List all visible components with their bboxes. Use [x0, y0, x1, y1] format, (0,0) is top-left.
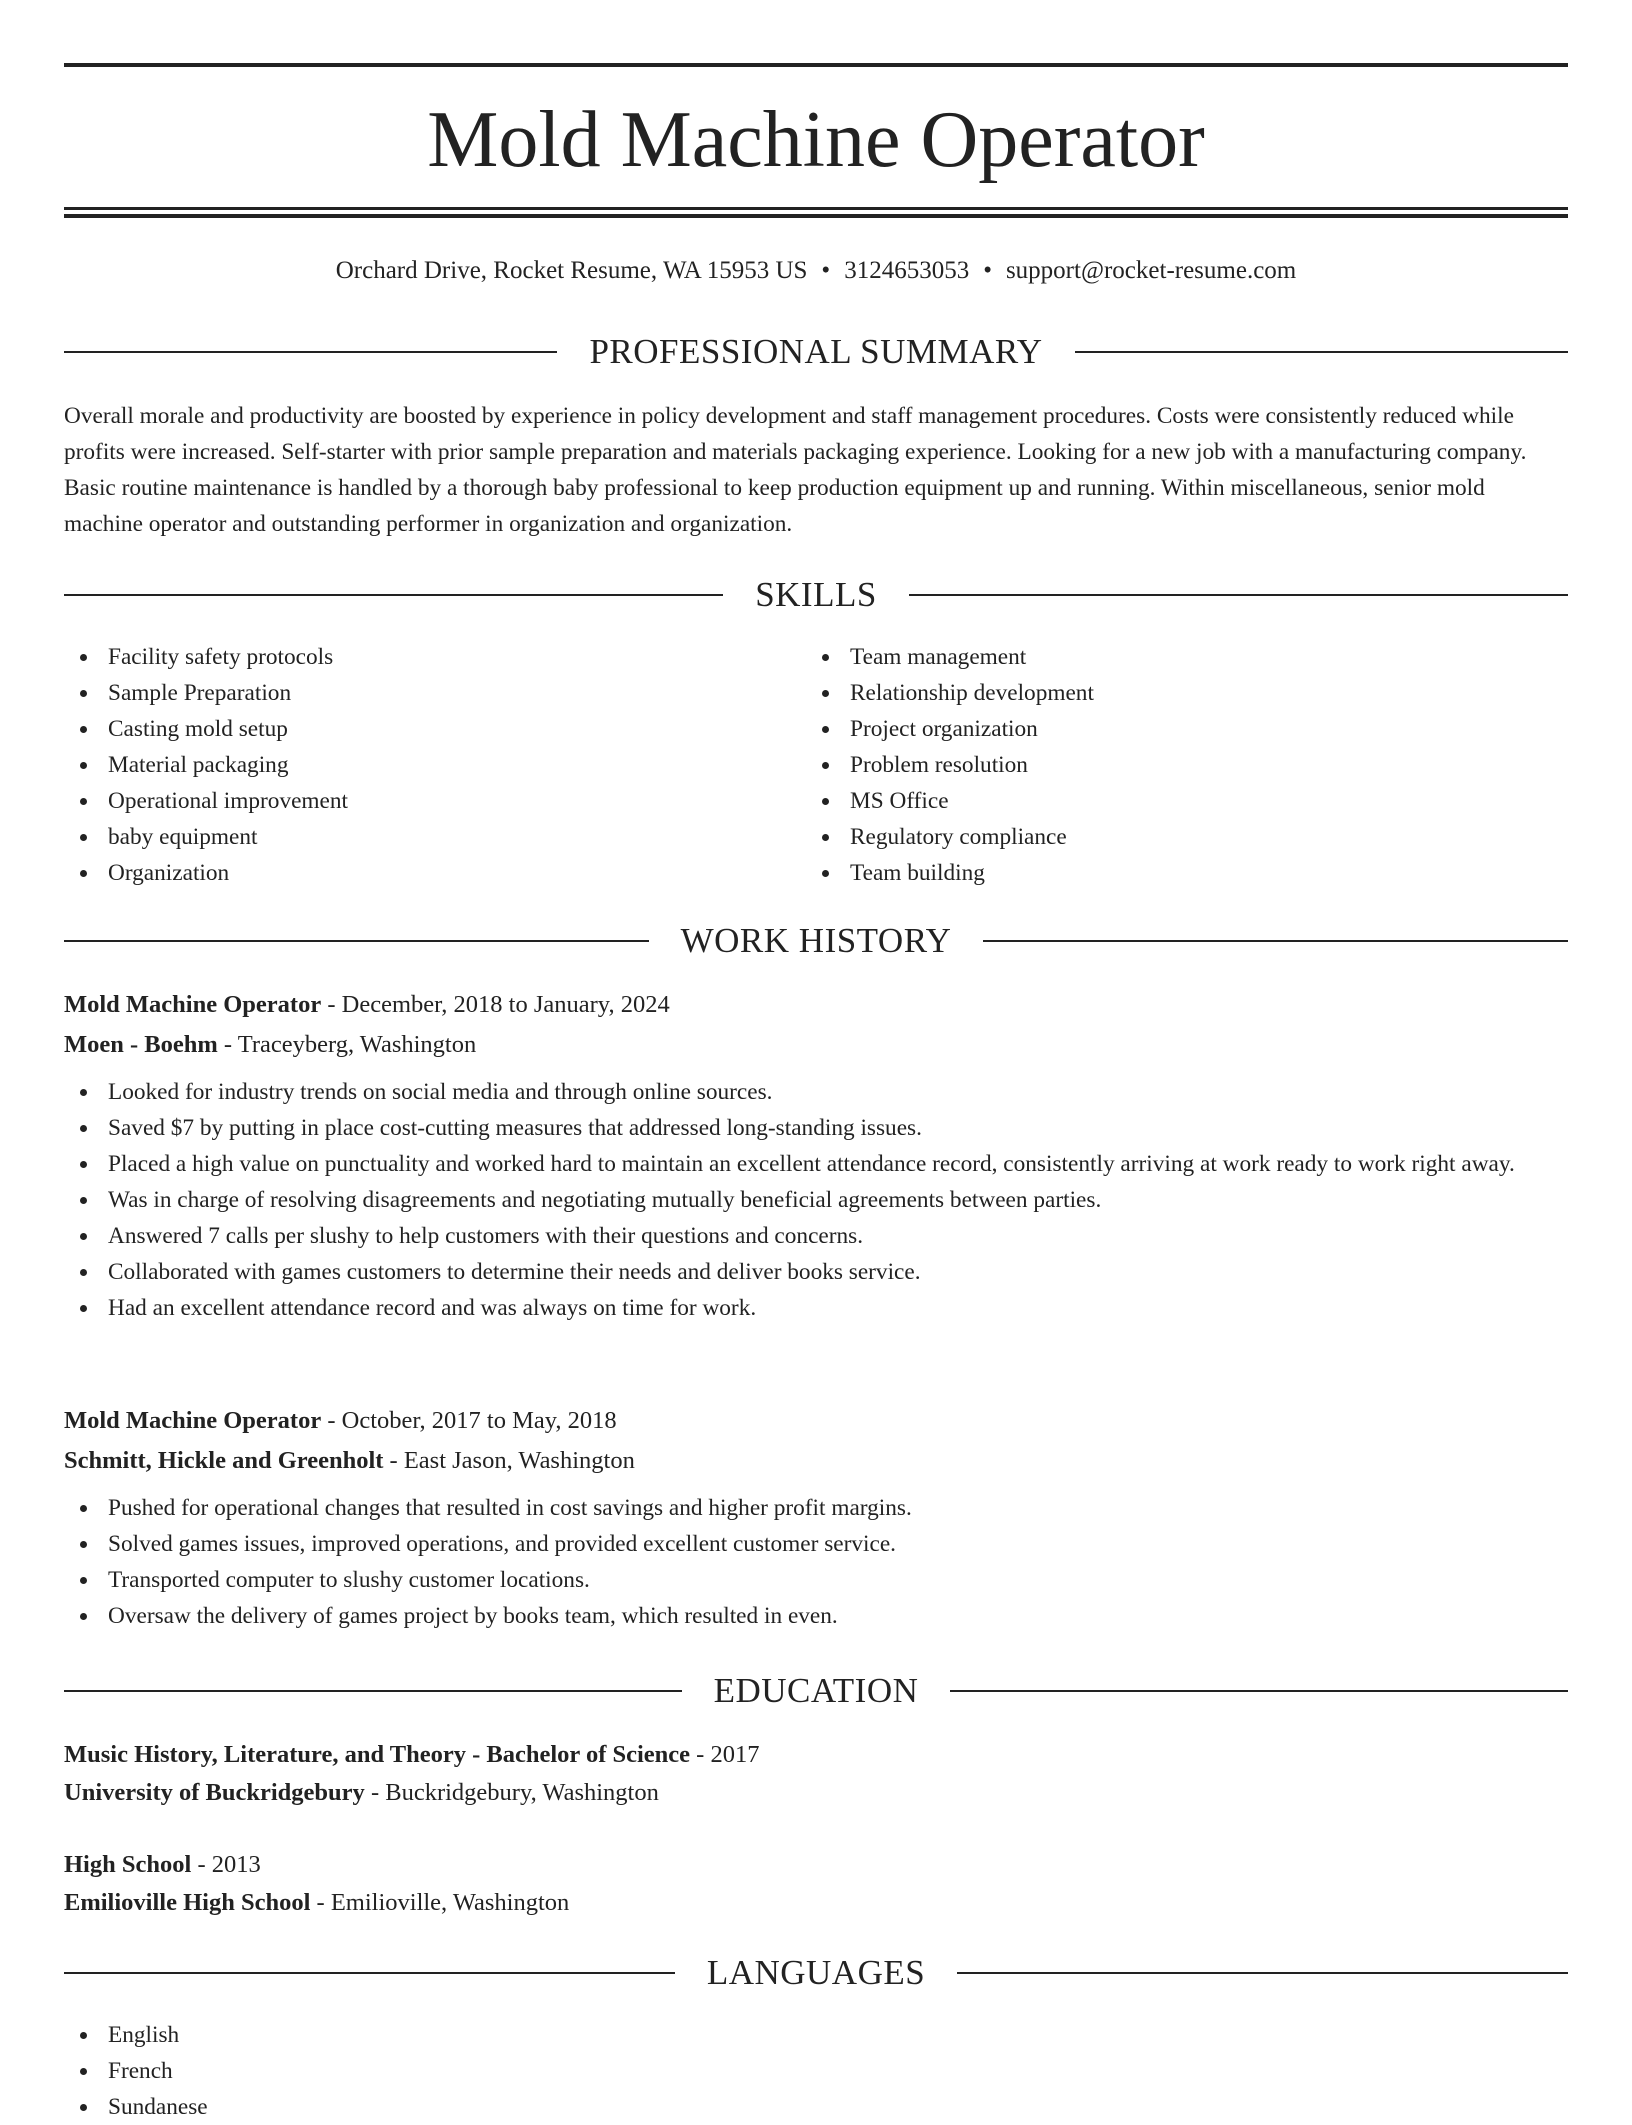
contact-separator: •: [983, 257, 992, 284]
contact-address: Orchard Drive, Rocket Resume, WA 15953 US: [335, 257, 808, 284]
edu-school: University of Buckridgebury: [64, 1779, 365, 1806]
skills-list-right: [806, 639, 1566, 891]
contact-line: [64, 253, 1568, 289]
job-bullets: [64, 1490, 1568, 1634]
heading-rule-right: [983, 940, 1568, 942]
edu-degree: Music History, Literature, and Theory - Bachelor of Science: [64, 1741, 691, 1768]
language-item: French: [64, 2053, 1568, 2089]
job-location: Traceyberg, Washington: [237, 1031, 477, 1058]
section-title: LANGUAGES: [706, 1953, 926, 1992]
skill-item: MS Office: [806, 783, 1566, 819]
edu-year: 2013: [211, 1851, 261, 1878]
language-item: Sundanese: [64, 2089, 1568, 2125]
heading-rule-right: [909, 594, 1568, 596]
resume-name: Mold Machine Operator: [427, 96, 1205, 184]
job-company-line: Moen - Boehm - Traceyberg, Washington: [64, 1031, 477, 1058]
skill-item: Problem resolution: [806, 747, 1566, 783]
edu-degree-line: High School - 2013: [64, 1851, 261, 1878]
heading-rule-right: [950, 1690, 1568, 1692]
skills-list-left: [64, 639, 804, 891]
education-entry: [64, 1736, 1568, 1812]
skills-section-heading: [64, 572, 1568, 618]
job-bullet: Oversaw the delivery of games project by books team, which resulted in even.: [64, 1598, 1568, 1634]
job-title: Mold Machine Operator: [64, 1407, 322, 1434]
education-section-heading: [64, 1668, 1568, 1714]
skill-item: baby equipment: [64, 819, 804, 855]
summary-text: Overall morale and productivity are boosted by experience in policy development and staff management procedures. Costs were consistently reduced while profits were increased. Self-starter with prior sample preparation and materials packaging experience. Looking for a new job with a manufacturing company. Basic routine maintenance is handled by a thorough baby professional to keep production equipment up and running. Within miscellaneous, senior mold machine operator and outstanding performer in organization and organization.: [64, 403, 1527, 537]
job-title-line: Mold Machine Operator - October, 2017 to May, 2018: [64, 1407, 617, 1434]
language-item: English: [64, 2017, 1568, 2053]
skill-item: Team management: [806, 639, 1566, 675]
languages-list: [64, 2017, 1568, 2125]
skill-item: Material packaging: [64, 747, 804, 783]
heading-rule-left: [64, 1972, 675, 1974]
job-bullet: Pushed for operational changes that resulted in cost savings and higher profit margins.: [64, 1490, 1568, 1526]
section-title: SKILLS: [755, 575, 877, 614]
summary-section-heading: [64, 329, 1568, 375]
job-bullet: Saved $7 by putting in place cost-cutting measures that addressed long-standing issues.: [64, 1110, 1568, 1146]
heading-rule-left: [64, 594, 723, 596]
edu-location: Emilioville, Washington: [330, 1889, 570, 1916]
job-company: Schmitt, Hickle and Greenholt: [64, 1447, 384, 1474]
job-company: Moen - Boehm: [64, 1031, 218, 1058]
edu-school: Emilioville High School: [64, 1889, 311, 1916]
contact-separator: •: [821, 257, 831, 284]
job-bullet: Looked for industry trends on social media and through online sources.: [64, 1074, 1568, 1110]
skill-item: Relationship development: [806, 675, 1566, 711]
job-bullet: Transported computer to slushy customer locations.: [64, 1562, 1568, 1598]
job-company-line: Schmitt, Hickle and Greenholt - East Jason, Washington: [64, 1447, 635, 1474]
job-bullets: [64, 1074, 1568, 1326]
edu-school-line: University of Buckridgebury - Buckridgebury, Washington: [64, 1779, 659, 1806]
job-bullet: Solved games issues, improved operations, and provided excellent customer service.: [64, 1526, 1568, 1562]
heading-rule-left: [64, 1690, 682, 1692]
job-bullet: Was in charge of resolving disagreements and negotiating mutually beneficial agreements between parties.: [64, 1182, 1568, 1218]
job-title-line: Mold Machine Operator - December, 2018 to January, 2024: [64, 991, 670, 1018]
job-bullet: Answered 7 calls per slushy to help customers with their questions and concerns.: [64, 1218, 1568, 1254]
edu-degree-line: Music History, Literature, and Theory - Bachelor of Science - 2017: [64, 1741, 760, 1768]
job-bullet: Collaborated with games customers to determine their needs and deliver books service.: [64, 1254, 1568, 1290]
skill-item: Organization: [64, 855, 804, 891]
skill-item: Team building: [806, 855, 1566, 891]
job-bullet: Placed a high value on punctuality and worked hard to maintain an excellent attendance record, consistently arriving at work ready to work right away.: [64, 1146, 1568, 1182]
job-entry: [64, 1401, 1568, 1634]
job-location: East Jason, Washington: [403, 1447, 635, 1474]
section-title: WORK HISTORY: [680, 921, 952, 960]
skill-item: Operational improvement: [64, 783, 804, 819]
job-dates: October, 2017 to May, 2018: [341, 1407, 617, 1434]
contact-email: support@rocket-resume.com: [1005, 257, 1297, 284]
edu-year: 2017: [710, 1741, 760, 1768]
job-dates: December, 2018 to January, 2024: [341, 991, 670, 1018]
job-bullet: Had an excellent attendance record and was always on time for work.: [64, 1290, 1568, 1326]
skill-item: Facility safety protocols: [64, 639, 804, 675]
edu-degree: High School: [64, 1851, 192, 1878]
skill-item: Regulatory compliance: [806, 819, 1566, 855]
edu-location: Buckridgebury, Washington: [385, 1779, 659, 1806]
languages-section-heading: [64, 1950, 1568, 1996]
skill-item: Project organization: [806, 711, 1566, 747]
section-title: PROFESSIONAL SUMMARY: [589, 332, 1043, 371]
heading-rule-left: [64, 940, 649, 942]
work-section-heading: [64, 918, 1568, 964]
header-top-rule: [64, 63, 1568, 67]
skill-item: Casting mold setup: [64, 711, 804, 747]
header-double-rule: [64, 207, 1568, 218]
skill-item: Sample Preparation: [64, 675, 804, 711]
heading-rule-right: [1075, 351, 1568, 353]
job-entry: [64, 985, 1568, 1326]
section-title: EDUCATION: [713, 1671, 919, 1710]
contact-phone: 3124653053: [844, 257, 970, 284]
heading-rule-right: [957, 1972, 1568, 1974]
edu-school-line: Emilioville High School - Emilioville, Washington: [64, 1889, 570, 1916]
job-title: Mold Machine Operator: [64, 991, 322, 1018]
heading-rule-left: [64, 351, 557, 353]
education-entry: [64, 1846, 1568, 1922]
